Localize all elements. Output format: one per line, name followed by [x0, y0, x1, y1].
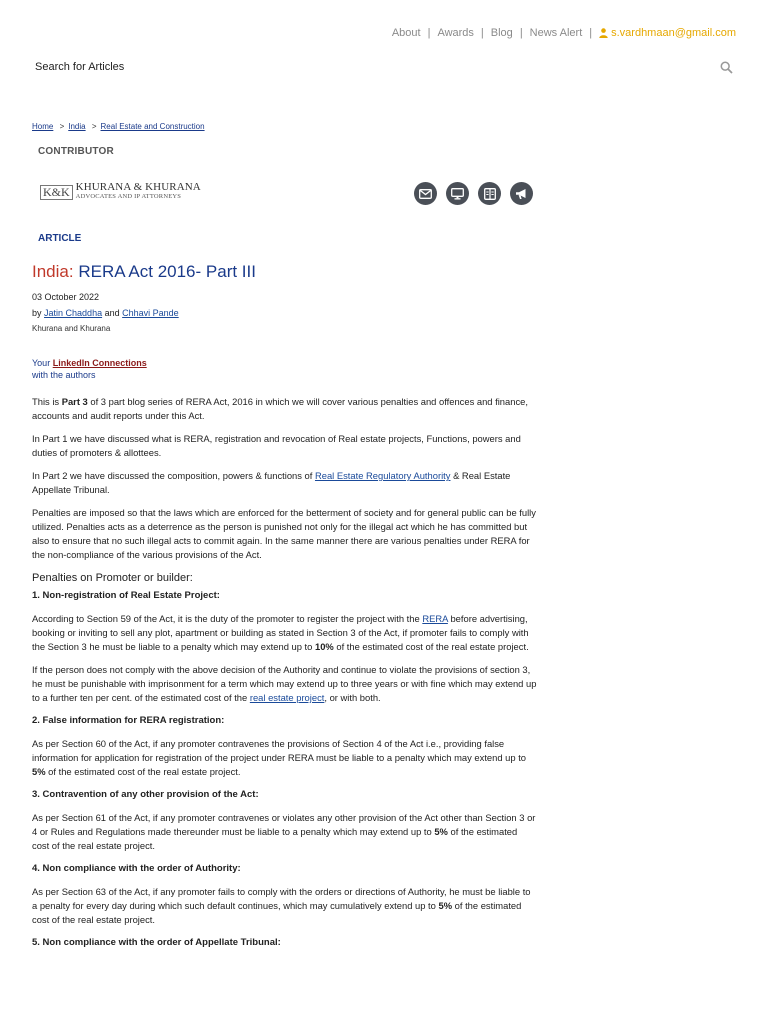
- subsection-heading: 1. Non-registration of Real Estate Project:: [32, 590, 220, 601]
- section-heading: Penalties on Promoter or builder:: [32, 572, 193, 584]
- paragraph: This is Part 3 of 3 part blog series of RERA Act, 2016 in which we will cover various penalties and offences and finance, accounts and audit reports under this Act.: [32, 396, 528, 421]
- nav-blog[interactable]: Blog: [490, 27, 513, 39]
- subsection-heading: 2. False information for RERA registration:: [32, 715, 225, 726]
- title-name: RERA Act 2016- Part III: [78, 262, 256, 281]
- breadcrumb-separator: >: [91, 122, 97, 131]
- paragraph: If the person does not comply with the above decision of the Authority and continue to violate the provisions of section 3, he must be punishable with imprisonment for a term which may extend up to three years or with fine which may extend up to a further ten per cent. of the estimated cost of the real estate project, or with both.: [32, 664, 537, 703]
- byline: [32, 308, 179, 318]
- rera-authority-link[interactable]: Real Estate Regulatory Authority: [314, 470, 451, 481]
- search-label: Search for Articles: [35, 61, 125, 73]
- byline-and: and: [104, 308, 120, 318]
- linkedin-link[interactable]: LinkedIn Connections: [52, 358, 147, 368]
- user-account-link[interactable]: [599, 27, 736, 39]
- megaphone-icon: [515, 188, 528, 200]
- nav-separator: |: [589, 27, 593, 39]
- paragraph: As per Section 63 of the Act, if any promoter fails to comply with the orders or directions of Authority, he must be liable to a penalty for every day during which such default continues, which may cumulatively extend up to 5% of the estimated cost of the real estate project.: [32, 886, 531, 925]
- linkedin-connections: [32, 357, 147, 381]
- title-country[interactable]: India:: [32, 262, 74, 281]
- breadcrumb-india[interactable]: India: [68, 122, 86, 131]
- action-icons: [414, 182, 533, 205]
- paragraph: As per Section 61 of the Act, if any promoter contravenes or violates any other provision of the Act other than Section 3 or 4 or Rules and Regulations made thereunder must be liable to a penalty which may extend up to 5% of the estimated cost of the real estate project.: [32, 812, 536, 851]
- book-icon: [484, 188, 496, 200]
- breadcrumb-home[interactable]: Home: [32, 122, 54, 131]
- paragraph: In Part 1 we have discussed what is RERA, registration and revocation of Real estate projects, Functions, powers and duties of promoters & allottees.: [32, 433, 521, 458]
- nav-separator: |: [480, 27, 484, 39]
- nav-news-alert[interactable]: News Alert: [529, 27, 583, 39]
- paragraph: Penalties are imposed so that the laws which are enforced for the betterment of society and for general public can be fully utilized. Penalties acts as a deterrence as the person is punished not only for the illegal act which he has committed but also to ensure that no such illegal acts to commit again. In the same manner there are various penalties under RERA for the non-compliance of the various provisions of the Act.: [32, 507, 536, 560]
- nav-separator: |: [427, 27, 431, 39]
- firm-logo[interactable]: [40, 182, 201, 202]
- paragraph: In Part 2 we have discussed the composition, powers & functions of Real Estate Regulatory Authority & Real Estate Appellate Tribunal.: [32, 470, 511, 495]
- byline-by: by: [32, 308, 42, 318]
- website-button[interactable]: [446, 182, 469, 205]
- firm-name: Khurana and Khurana: [32, 324, 111, 333]
- top-nav: [392, 27, 736, 39]
- page-title: [32, 262, 256, 282]
- nav-separator: |: [519, 27, 523, 39]
- publish-date: 03 October 2022: [32, 292, 100, 302]
- logo-subtitle: ADVOCATES AND IP ATTORNEYS: [75, 193, 182, 200]
- real-estate-project-link[interactable]: real estate project: [249, 692, 325, 703]
- user-icon: [599, 28, 608, 38]
- rera-link[interactable]: RERA: [422, 613, 448, 624]
- author-link-1[interactable]: Jatin Chaddha: [44, 308, 103, 318]
- linkedin-suffix: with the authors: [32, 370, 96, 380]
- logo-firm-name: KHURANA & KHURANA: [75, 181, 201, 193]
- email-button[interactable]: [414, 182, 437, 205]
- contributor-label: CONTRIBUTOR: [38, 146, 114, 157]
- breadcrumb-category[interactable]: Real Estate and Construction: [100, 122, 205, 131]
- subsection-heading: 3. Contravention of any other provision of the Act:: [32, 789, 259, 800]
- monitor-icon: [451, 188, 464, 200]
- breadcrumb-separator: >: [59, 122, 65, 131]
- breadcrumb: [32, 122, 205, 131]
- subsection-heading: 5. Non compliance with the order of Appellate Tribunal:: [32, 937, 281, 948]
- search-icon[interactable]: [720, 61, 733, 74]
- nav-awards[interactable]: Awards: [437, 27, 474, 39]
- linkedin-prefix: Your: [32, 358, 51, 368]
- nav-about[interactable]: About: [391, 27, 421, 39]
- announcements-button[interactable]: [510, 182, 533, 205]
- logo-mark: K&K: [40, 185, 73, 200]
- search-bar[interactable]: [35, 56, 733, 78]
- article-body: [32, 395, 537, 959]
- subsection-heading: 4. Non compliance with the order of Authority:: [32, 863, 241, 874]
- author-link-2[interactable]: Chhavi Pande: [122, 308, 179, 318]
- article-label: ARTICLE: [38, 233, 82, 244]
- contributor-profile-button[interactable]: [478, 182, 501, 205]
- paragraph: As per Section 60 of the Act, if any promoter contravenes the provisions of Section 4 of the Act i.e., providing false information for application for registration of the project under RERA must be liable to a penalty which may extend up to 5% of the estimated cost of the real estate project.: [32, 738, 527, 777]
- paragraph: According to Section 59 of the Act, it is the duty of the promoter to register the project with the RERA before advertising, booking or inviting to sell any plot, apartment or building as stated in Section 3 of the Act, if promoter fails to comply with the Section 3 he must be liable to a penalty which may extend up to 10% of the estimated cost of the real estate project.: [32, 613, 529, 652]
- user-email: s.vardhmaan@gmail.com: [611, 27, 736, 39]
- email-icon: [419, 189, 432, 199]
